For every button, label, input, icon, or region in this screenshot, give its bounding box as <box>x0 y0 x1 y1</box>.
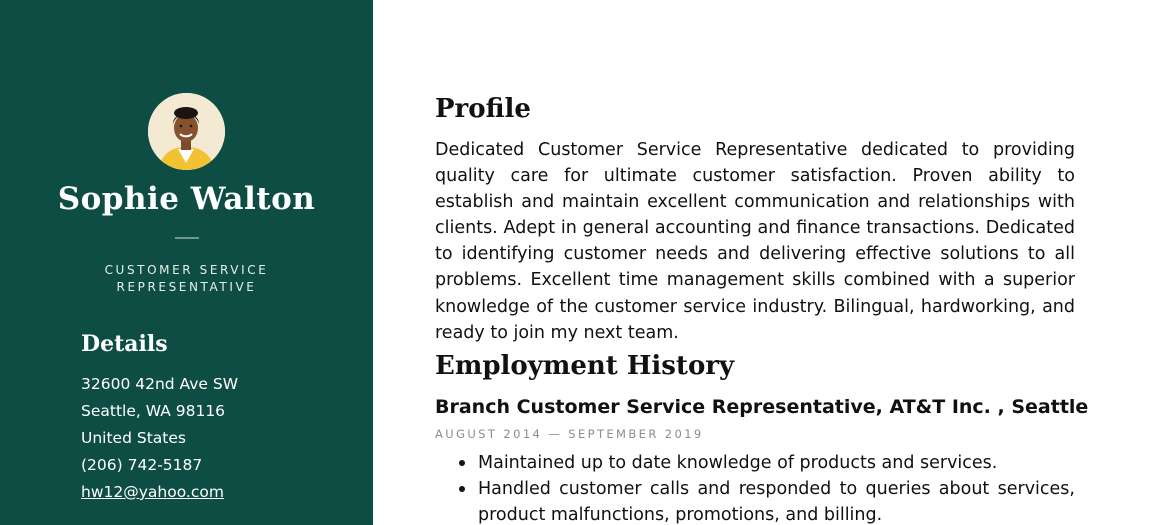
bullet-icon <box>459 460 465 466</box>
job-bullets <box>435 450 1075 525</box>
avatar <box>148 93 225 170</box>
address-line-1: 32600 42nd Ave SW <box>81 375 239 393</box>
main-content <box>373 0 1155 525</box>
email-link[interactable]: hw12@yahoo.com <box>81 483 224 501</box>
details-list <box>81 371 238 506</box>
profile-heading: Profile <box>435 94 531 124</box>
address-line-2: Seattle, WA 98116 <box>81 402 226 420</box>
candidate-name: Sophie Walton <box>57 181 316 217</box>
sidebar <box>0 0 373 525</box>
job-dates: AUGUST 2014 — SEPTEMBER 2019 <box>435 427 704 441</box>
phone-number: (206) 742-5187 <box>81 456 203 474</box>
name-divider <box>175 237 199 239</box>
list-item <box>435 450 1075 476</box>
bullet-text: Handled customer calls and responded to queries about services, product malfunctions, promotions, and billing. <box>478 479 1075 525</box>
avatar-photo-icon <box>148 93 225 170</box>
job-title: CUSTOMER SERVICE REPRESENTATIVE <box>104 263 269 294</box>
country: United States <box>81 429 186 447</box>
list-item <box>435 476 1075 525</box>
details-heading: Details <box>81 331 168 357</box>
bullet-text: Maintained up to date knowledge of products and services. <box>478 453 998 473</box>
employment-heading: Employment History <box>435 351 735 381</box>
job-title-heading: Branch Customer Service Representative, AT&T Inc. , Seattle <box>435 396 1089 418</box>
bullet-icon <box>459 486 465 492</box>
profile-summary: Dedicated Customer Service Representative dedicated to providing quality care for ultimate customer satisfaction. Proven ability to establish and maintain excellent communication and relationships with clients. Adept in general accounting and finance transactions. Dedicated to identifying customer needs and delivering effective solutions to all problems. Excellent time management skills combined with a superior knowledge of the customer service industry. Bilingual, hardworking, and ready to join my next team. <box>435 140 1075 343</box>
